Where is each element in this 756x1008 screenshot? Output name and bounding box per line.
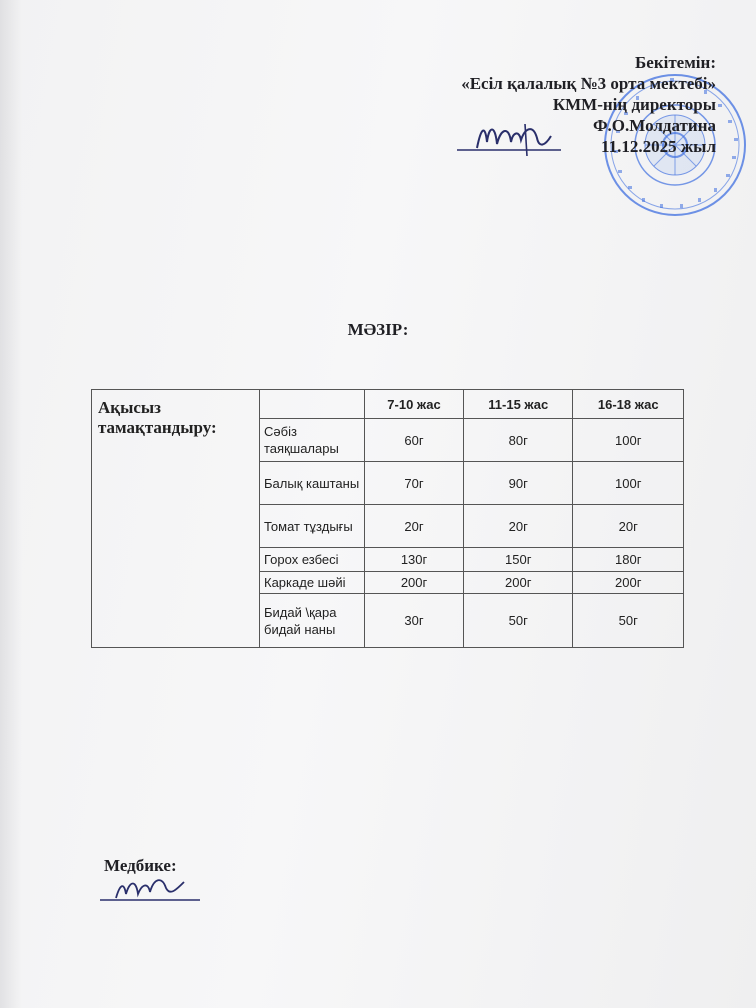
director-position: КММ-нің директоры — [552, 95, 716, 114]
portion-value: 200г — [464, 572, 573, 594]
dish-name: Каркаде шәйі — [260, 572, 365, 594]
portion-value: 60г — [365, 419, 464, 462]
dish-name: Балық каштаны — [260, 462, 365, 505]
dish-name: Сәбіз таяқшалары — [260, 419, 365, 462]
portion-value: 80г — [464, 419, 573, 462]
header-age-7-10: 7-10 жас — [365, 390, 464, 419]
header-age-16-18: 16-18 жас — [573, 390, 684, 419]
school-name: «Есіл қалалық №3 орта мектебі» — [461, 74, 716, 93]
director-signature — [455, 118, 565, 160]
nurse-label: Медбике: — [104, 856, 177, 875]
portion-value: 100г — [573, 419, 684, 462]
portion-value: 130г — [365, 548, 464, 572]
menu-table — [91, 389, 684, 648]
portion-value: 20г — [573, 505, 684, 548]
portion-value: 20г — [365, 505, 464, 548]
portion-value: 90г — [464, 462, 573, 505]
header-age-11-15: 11-15 жас — [464, 390, 573, 419]
portion-value: 50г — [464, 594, 573, 648]
table-header-row — [92, 390, 684, 419]
portion-value: 30г — [365, 594, 464, 648]
portion-value: 200г — [365, 572, 464, 594]
approval-heading: Бекітемін: — [635, 53, 716, 72]
empty-header-cell — [260, 390, 365, 419]
portion-value: 50г — [573, 594, 684, 648]
director-name: Ф.О.Молдатина — [592, 116, 716, 135]
dish-name: Бидай \қара бидай наны — [260, 594, 365, 648]
page-title: МӘЗІР: — [347, 320, 409, 339]
portion-value: 20г — [464, 505, 573, 548]
portion-value: 150г — [464, 548, 573, 572]
category-cell: Ақысыз тамақтандыру: — [92, 390, 260, 648]
approval-date: 11.12.2025 жыл — [601, 137, 716, 156]
portion-value: 100г — [573, 462, 684, 505]
portion-value: 180г — [573, 548, 684, 572]
nurse-signature — [100, 872, 204, 908]
dish-name: Горох езбесі — [260, 548, 365, 572]
portion-value: 200г — [573, 572, 684, 594]
portion-value: 70г — [365, 462, 464, 505]
dish-name: Томат тұздығы — [260, 505, 365, 548]
page-shadow — [0, 0, 22, 1008]
